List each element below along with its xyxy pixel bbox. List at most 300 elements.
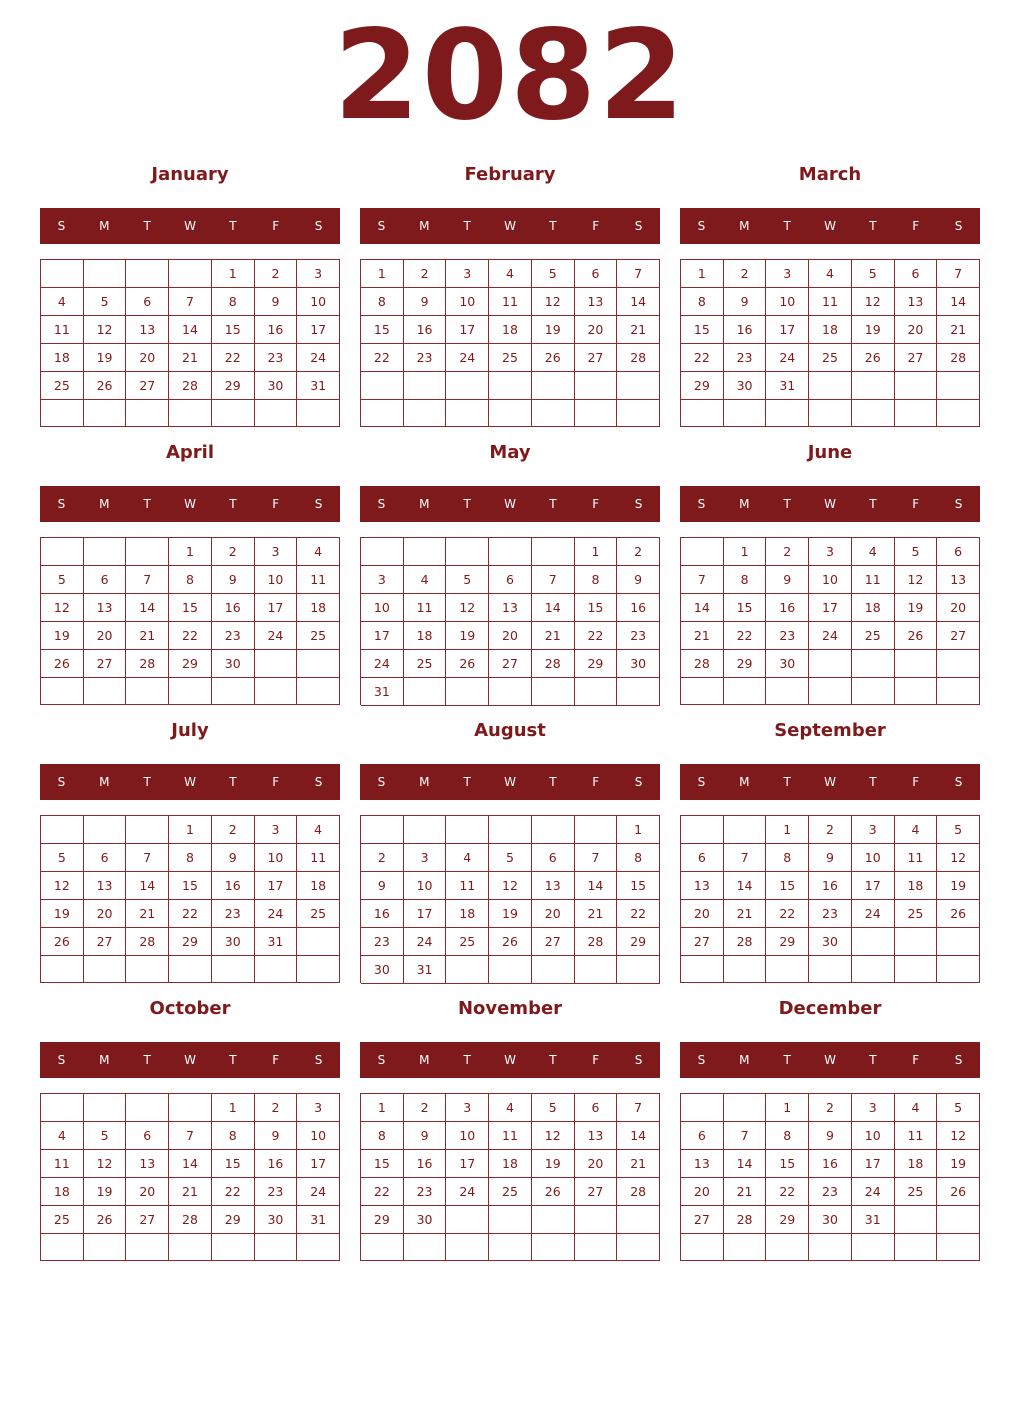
day-cell: 10 <box>446 1122 489 1150</box>
day-cell: 15 <box>617 872 660 900</box>
weekday-label: M <box>99 219 110 233</box>
day-cell: 25 <box>895 1178 938 1206</box>
day-cell: 6 <box>895 260 938 288</box>
day-cell: 19 <box>84 344 127 372</box>
day-cell <box>404 1234 447 1261</box>
day-cell: 17 <box>809 594 852 622</box>
weekday-label: F <box>912 1053 920 1067</box>
day-cell <box>255 400 298 427</box>
month-name: June <box>807 442 853 463</box>
day-cell <box>937 400 980 427</box>
day-cell <box>41 538 84 566</box>
day-cell: 10 <box>297 1122 340 1150</box>
weekday-label: F <box>272 497 280 511</box>
weekday-label: W <box>184 219 196 233</box>
day-cell: 26 <box>84 1206 127 1234</box>
weekday-header <box>680 208 980 244</box>
weekday-label: M <box>739 775 750 789</box>
weekday-label: S <box>377 497 386 511</box>
day-cell: 2 <box>255 260 298 288</box>
weekday-label: W <box>504 219 516 233</box>
day-cell: 27 <box>575 344 618 372</box>
day-cell <box>766 1234 809 1261</box>
day-cell: 21 <box>169 344 212 372</box>
day-cell <box>617 1206 660 1234</box>
day-cell: 8 <box>212 1122 255 1150</box>
month-name: October <box>149 998 231 1019</box>
day-cell: 8 <box>575 566 618 594</box>
day-cell: 9 <box>809 844 852 872</box>
day-cell: 16 <box>766 594 809 622</box>
day-cell: 4 <box>489 1094 532 1122</box>
day-cell <box>532 538 575 566</box>
day-cell: 23 <box>404 1178 447 1206</box>
day-cell: 10 <box>852 844 895 872</box>
day-cell: 4 <box>489 260 532 288</box>
weekday-header <box>40 1042 340 1078</box>
day-cell: 26 <box>937 900 980 928</box>
day-cell: 14 <box>532 594 575 622</box>
day-cell: 23 <box>617 622 660 650</box>
day-cell: 23 <box>255 344 298 372</box>
weekday-header <box>40 486 340 522</box>
day-cell: 10 <box>255 566 298 594</box>
day-cell <box>84 816 127 844</box>
day-cell: 18 <box>41 1178 84 1206</box>
day-cell: 13 <box>84 872 127 900</box>
day-cell: 7 <box>126 844 169 872</box>
day-cell <box>126 538 169 566</box>
day-cell: 19 <box>41 622 84 650</box>
day-cell: 14 <box>617 1122 660 1150</box>
day-cell: 3 <box>852 1094 895 1122</box>
day-grid <box>40 259 340 427</box>
day-cell <box>617 400 660 428</box>
day-cell: 4 <box>895 816 938 844</box>
weekday-header <box>360 1042 660 1078</box>
day-cell <box>766 400 809 427</box>
day-cell: 18 <box>446 900 489 928</box>
day-cell <box>255 678 298 705</box>
day-cell <box>895 650 938 678</box>
day-cell: 22 <box>212 1178 255 1206</box>
day-cell <box>489 400 532 428</box>
day-cell: 6 <box>575 1094 618 1122</box>
day-cell: 13 <box>126 1150 169 1178</box>
day-cell: 6 <box>84 566 127 594</box>
day-cell: 14 <box>575 872 618 900</box>
day-cell: 5 <box>84 288 127 316</box>
day-cell: 14 <box>681 594 724 622</box>
weekday-label: W <box>184 775 196 789</box>
weekday-label: T <box>549 775 557 789</box>
weekday-label: T <box>783 775 791 789</box>
day-cell: 14 <box>617 288 660 316</box>
day-cell <box>532 1206 575 1234</box>
day-cell: 12 <box>84 1150 127 1178</box>
day-cell: 26 <box>895 622 938 650</box>
day-cell: 10 <box>297 288 340 316</box>
day-cell <box>575 372 618 400</box>
day-cell: 7 <box>937 260 980 288</box>
day-cell: 6 <box>681 844 724 872</box>
weekday-label: S <box>57 219 66 233</box>
weekday-label: T <box>869 497 877 511</box>
day-cell: 9 <box>255 288 298 316</box>
day-cell <box>446 400 489 428</box>
day-cell: 24 <box>446 1178 489 1206</box>
day-cell: 8 <box>169 566 212 594</box>
weekday-label: M <box>739 497 750 511</box>
weekday-label: F <box>592 219 600 233</box>
day-cell: 29 <box>212 1206 255 1234</box>
day-cell: 16 <box>361 900 404 928</box>
day-cell: 25 <box>297 622 340 650</box>
day-grid <box>680 815 980 983</box>
day-cell: 29 <box>361 1206 404 1234</box>
day-cell <box>169 400 212 427</box>
day-cell <box>404 678 447 706</box>
day-cell: 27 <box>937 622 980 650</box>
day-cell <box>41 1234 84 1261</box>
day-cell: 29 <box>617 928 660 956</box>
weekday-label: S <box>377 219 386 233</box>
weekday-label: W <box>504 1053 516 1067</box>
day-cell: 26 <box>852 344 895 372</box>
day-cell: 4 <box>446 844 489 872</box>
day-cell: 9 <box>404 1122 447 1150</box>
day-cell: 16 <box>404 1150 447 1178</box>
day-cell: 30 <box>617 650 660 678</box>
weekday-label: M <box>99 1053 110 1067</box>
weekday-label: S <box>954 775 963 789</box>
day-cell <box>489 1206 532 1234</box>
day-cell <box>126 1234 169 1261</box>
day-cell: 14 <box>724 1150 767 1178</box>
day-cell: 13 <box>575 1122 618 1150</box>
day-cell <box>766 678 809 705</box>
day-cell: 24 <box>852 900 895 928</box>
day-cell: 11 <box>297 566 340 594</box>
day-cell: 15 <box>169 594 212 622</box>
day-cell: 26 <box>937 1178 980 1206</box>
day-cell: 31 <box>852 1206 895 1234</box>
day-cell: 15 <box>361 316 404 344</box>
weekday-header <box>360 486 660 522</box>
day-cell <box>575 1234 618 1261</box>
day-cell: 25 <box>489 344 532 372</box>
day-cell: 28 <box>617 1178 660 1206</box>
day-cell <box>404 400 447 428</box>
day-cell: 12 <box>41 872 84 900</box>
day-cell <box>937 1206 980 1234</box>
day-cell <box>169 1094 212 1122</box>
day-cell: 30 <box>255 1206 298 1234</box>
day-cell: 28 <box>617 344 660 372</box>
weekday-label: T <box>869 1053 877 1067</box>
day-cell: 6 <box>126 1122 169 1150</box>
weekday-label: S <box>697 219 706 233</box>
weekday-label: W <box>824 775 836 789</box>
day-cell <box>41 400 84 427</box>
day-cell: 9 <box>617 566 660 594</box>
day-cell: 14 <box>126 872 169 900</box>
weekday-label: S <box>634 775 643 789</box>
weekday-label: M <box>419 497 430 511</box>
day-cell <box>169 678 212 705</box>
day-cell <box>681 1234 724 1261</box>
weekday-label: W <box>184 1053 196 1067</box>
day-cell: 11 <box>489 1122 532 1150</box>
day-cell <box>446 1234 489 1261</box>
day-cell <box>446 538 489 566</box>
day-cell: 7 <box>169 288 212 316</box>
day-cell <box>126 816 169 844</box>
day-cell: 5 <box>532 1094 575 1122</box>
day-cell <box>404 816 447 844</box>
day-cell <box>809 400 852 427</box>
day-cell: 12 <box>895 566 938 594</box>
day-cell: 4 <box>404 566 447 594</box>
day-cell <box>84 538 127 566</box>
day-cell <box>937 928 980 956</box>
day-cell: 29 <box>575 650 618 678</box>
day-cell: 5 <box>41 566 84 594</box>
weekday-label: T <box>463 497 471 511</box>
day-cell: 16 <box>255 1150 298 1178</box>
day-cell: 7 <box>169 1122 212 1150</box>
day-cell <box>575 400 618 428</box>
day-cell: 15 <box>212 1150 255 1178</box>
weekday-label: T <box>229 497 237 511</box>
day-cell <box>809 678 852 705</box>
day-cell: 23 <box>212 622 255 650</box>
month-name: January <box>151 164 229 185</box>
day-cell: 16 <box>255 316 298 344</box>
day-cell <box>681 956 724 983</box>
day-cell <box>297 1234 340 1261</box>
day-cell: 1 <box>361 1094 404 1122</box>
day-cell: 5 <box>937 816 980 844</box>
day-cell <box>297 678 340 705</box>
day-cell: 4 <box>297 538 340 566</box>
day-cell <box>724 816 767 844</box>
day-cell: 1 <box>724 538 767 566</box>
day-cell: 3 <box>297 1094 340 1122</box>
weekday-label: S <box>634 497 643 511</box>
day-cell: 20 <box>84 900 127 928</box>
day-cell <box>41 678 84 705</box>
day-cell: 7 <box>617 260 660 288</box>
day-cell: 28 <box>724 1206 767 1234</box>
weekday-label: M <box>99 775 110 789</box>
day-cell: 8 <box>724 566 767 594</box>
day-cell: 18 <box>895 1150 938 1178</box>
day-cell: 13 <box>126 316 169 344</box>
day-cell <box>575 956 618 984</box>
day-cell <box>126 400 169 427</box>
day-cell: 31 <box>361 678 404 706</box>
day-cell: 31 <box>297 1206 340 1234</box>
weekday-label: F <box>592 1053 600 1067</box>
day-cell: 2 <box>404 260 447 288</box>
day-cell <box>84 678 127 705</box>
day-cell: 25 <box>809 344 852 372</box>
day-cell: 10 <box>361 594 404 622</box>
day-cell <box>169 1234 212 1261</box>
day-cell <box>361 400 404 428</box>
weekday-label: S <box>634 219 643 233</box>
day-cell: 20 <box>532 900 575 928</box>
weekday-label: S <box>697 1053 706 1067</box>
day-cell: 20 <box>575 1150 618 1178</box>
day-cell: 28 <box>681 650 724 678</box>
day-cell: 2 <box>212 538 255 566</box>
day-cell <box>852 650 895 678</box>
day-grid <box>360 537 660 705</box>
weekday-label: S <box>314 219 323 233</box>
day-cell: 27 <box>126 1206 169 1234</box>
day-cell: 2 <box>404 1094 447 1122</box>
day-cell: 22 <box>169 900 212 928</box>
day-cell: 19 <box>532 1150 575 1178</box>
day-cell <box>532 678 575 706</box>
weekday-label: F <box>912 775 920 789</box>
day-cell: 2 <box>724 260 767 288</box>
weekday-label: S <box>377 1053 386 1067</box>
weekday-label: T <box>463 1053 471 1067</box>
weekday-label: F <box>912 219 920 233</box>
day-cell <box>212 1234 255 1261</box>
day-cell: 23 <box>212 900 255 928</box>
day-cell <box>852 956 895 983</box>
day-cell: 15 <box>766 872 809 900</box>
day-cell <box>937 1234 980 1261</box>
day-cell: 7 <box>126 566 169 594</box>
day-cell <box>681 816 724 844</box>
day-cell: 19 <box>446 622 489 650</box>
day-cell: 20 <box>84 622 127 650</box>
day-cell <box>489 538 532 566</box>
day-cell <box>852 372 895 400</box>
day-cell: 13 <box>937 566 980 594</box>
day-cell <box>41 956 84 983</box>
day-cell: 21 <box>724 900 767 928</box>
day-cell: 4 <box>41 1122 84 1150</box>
day-cell: 15 <box>575 594 618 622</box>
day-cell <box>41 816 84 844</box>
weekday-label: T <box>869 219 877 233</box>
day-cell: 24 <box>852 1178 895 1206</box>
day-cell: 6 <box>126 288 169 316</box>
day-cell: 18 <box>489 316 532 344</box>
day-cell: 23 <box>809 1178 852 1206</box>
day-cell <box>766 956 809 983</box>
month-name: July <box>171 720 209 741</box>
weekday-label: M <box>739 219 750 233</box>
day-cell: 13 <box>84 594 127 622</box>
day-cell: 12 <box>937 844 980 872</box>
weekday-label: S <box>57 1053 66 1067</box>
day-cell: 11 <box>895 1122 938 1150</box>
day-cell: 24 <box>446 344 489 372</box>
day-cell <box>84 400 127 427</box>
day-cell: 26 <box>41 928 84 956</box>
day-cell: 12 <box>532 1122 575 1150</box>
day-cell <box>532 1234 575 1261</box>
day-cell: 22 <box>169 622 212 650</box>
day-cell: 4 <box>41 288 84 316</box>
day-cell: 20 <box>895 316 938 344</box>
weekday-header <box>40 764 340 800</box>
day-cell: 1 <box>212 1094 255 1122</box>
day-cell <box>297 650 340 678</box>
day-cell: 31 <box>255 928 298 956</box>
day-cell: 30 <box>809 1206 852 1234</box>
weekday-label: T <box>463 775 471 789</box>
day-cell <box>126 1094 169 1122</box>
day-cell: 3 <box>404 844 447 872</box>
day-cell <box>809 372 852 400</box>
day-cell: 18 <box>41 344 84 372</box>
weekday-label: T <box>869 775 877 789</box>
day-cell <box>169 956 212 983</box>
day-cell: 2 <box>809 1094 852 1122</box>
day-cell: 13 <box>575 288 618 316</box>
day-cell: 15 <box>724 594 767 622</box>
day-cell: 29 <box>169 650 212 678</box>
day-cell: 17 <box>404 900 447 928</box>
day-cell: 30 <box>361 956 404 984</box>
weekday-label: F <box>592 775 600 789</box>
day-cell: 19 <box>532 316 575 344</box>
day-cell: 12 <box>532 288 575 316</box>
day-cell: 5 <box>446 566 489 594</box>
day-cell: 22 <box>361 1178 404 1206</box>
weekday-label: T <box>143 1053 151 1067</box>
day-cell: 22 <box>681 344 724 372</box>
day-cell: 19 <box>937 1150 980 1178</box>
day-cell: 16 <box>617 594 660 622</box>
day-cell <box>809 650 852 678</box>
day-cell: 8 <box>617 844 660 872</box>
day-cell: 21 <box>617 1150 660 1178</box>
day-cell: 12 <box>489 872 532 900</box>
weekday-header <box>360 764 660 800</box>
day-cell: 10 <box>446 288 489 316</box>
day-cell: 2 <box>255 1094 298 1122</box>
day-cell: 7 <box>532 566 575 594</box>
weekday-label: W <box>184 497 196 511</box>
day-cell <box>681 400 724 427</box>
day-cell: 3 <box>852 816 895 844</box>
day-cell <box>361 816 404 844</box>
day-cell: 11 <box>404 594 447 622</box>
month-name: August <box>474 720 546 741</box>
day-cell: 17 <box>852 1150 895 1178</box>
day-cell <box>532 400 575 428</box>
day-cell: 22 <box>212 344 255 372</box>
day-cell: 7 <box>724 844 767 872</box>
day-cell: 30 <box>724 372 767 400</box>
day-cell: 22 <box>766 1178 809 1206</box>
day-cell: 24 <box>766 344 809 372</box>
day-cell: 8 <box>169 844 212 872</box>
day-cell: 17 <box>446 1150 489 1178</box>
day-cell: 2 <box>766 538 809 566</box>
day-cell <box>84 1094 127 1122</box>
weekday-label: W <box>824 219 836 233</box>
